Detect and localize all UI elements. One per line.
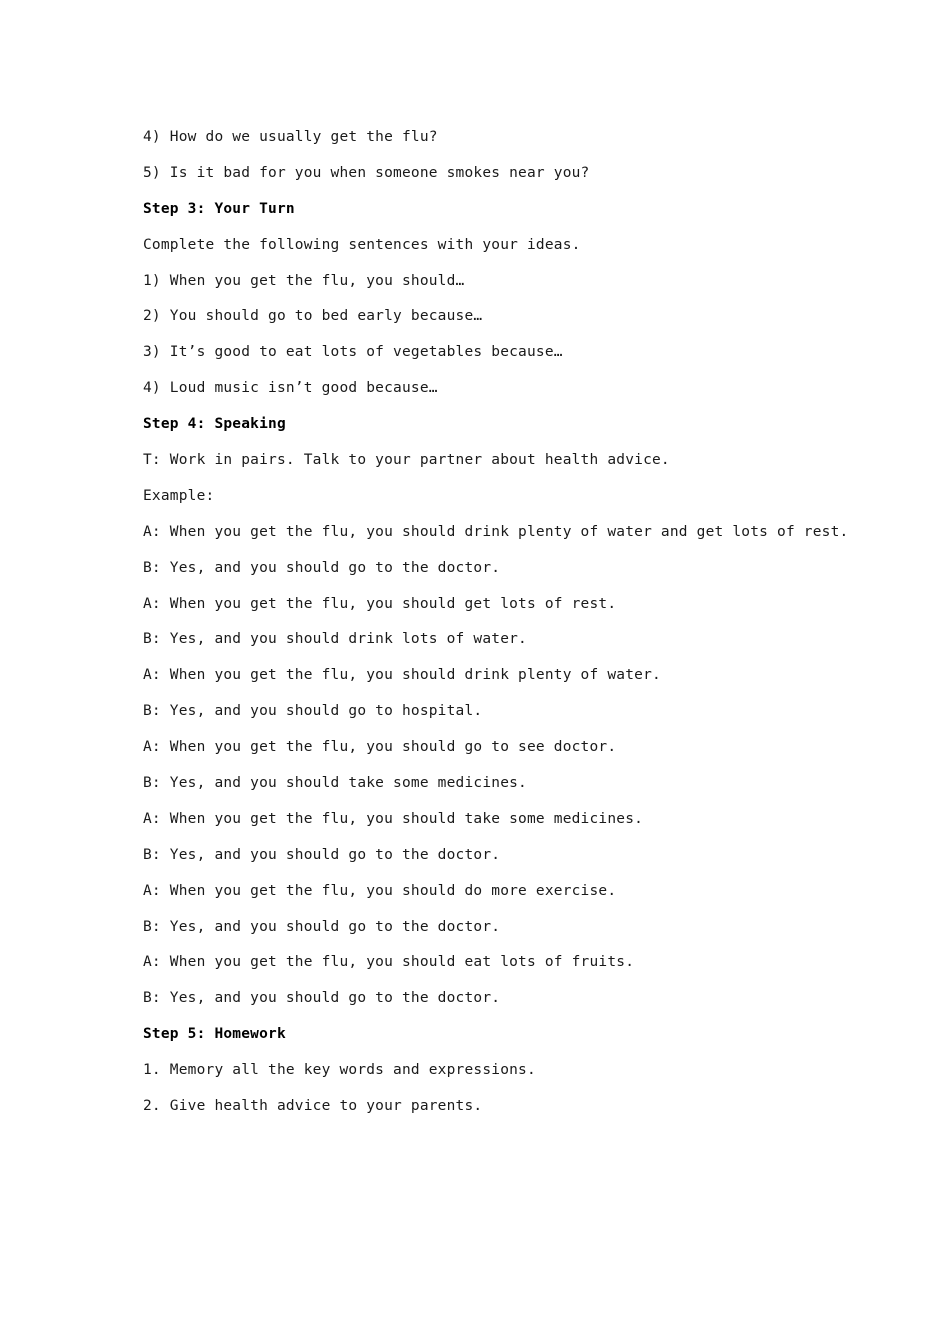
dialogue-line: B: Yes, and you should go to hospital.	[143, 703, 483, 720]
text-line: T: Work in pairs. Talk to your partner about health advice.	[143, 452, 670, 469]
list-item: 1. Memory all the key words and expressions.	[143, 1062, 536, 1079]
list-item: 4) How do we usually get the flu?	[143, 129, 438, 145]
text-line: Example:	[143, 487, 215, 504]
dialogue-line: B: Yes, and you should go to the doctor.	[143, 990, 501, 1007]
list-item: 5) Is it bad for you when someone smokes near you?	[143, 164, 590, 181]
dialogue-line: B: Yes, and you should drink lots of water.	[143, 631, 527, 648]
text-line: Complete the following sentences with your ideas.	[143, 236, 581, 253]
list-item: 4) Loud music isn’t good because…	[143, 380, 438, 397]
dialogue-line: B: Yes, and you should go to the doctor.	[143, 559, 501, 576]
dialogue-line: B: Yes, and you should go to the doctor.	[143, 918, 501, 935]
dialogue-line: A: When you get the flu, you should drink plenty of water and get lots of rest.	[143, 523, 849, 540]
dialogue-line: B: Yes, and you should take some medicines.	[143, 775, 527, 792]
dialogue-line: B: Yes, and you should go to the doctor.	[143, 846, 501, 863]
section-heading: Step 5: Homework	[143, 1026, 286, 1043]
section-heading: Step 4: Speaking	[143, 416, 286, 433]
list-item: 3) It’s good to eat lots of vegetables because…	[143, 344, 563, 361]
dialogue-line: A: When you get the flu, you should go to see doctor.	[143, 739, 617, 756]
dialogue-line: A: When you get the flu, you should eat lots of fruits.	[143, 954, 635, 971]
dialogue-line: A: When you get the flu, you should drink plenty of water.	[143, 667, 661, 684]
list-item: 2. Give health advice to your parents.	[143, 1098, 483, 1115]
list-item: 2) You should go to bed early because…	[143, 308, 483, 325]
dialogue-line: A: When you get the flu, you should take some medicines.	[143, 810, 644, 827]
dialogue-line: A: When you get the flu, you should get lots of rest.	[143, 595, 617, 612]
list-item: 1) When you get the flu, you should…	[143, 272, 465, 289]
document-body	[143, 126, 923, 1131]
section-heading: Step 3: Your Turn	[143, 200, 295, 217]
dialogue-line: A: When you get the flu, you should do more exercise.	[143, 882, 617, 899]
